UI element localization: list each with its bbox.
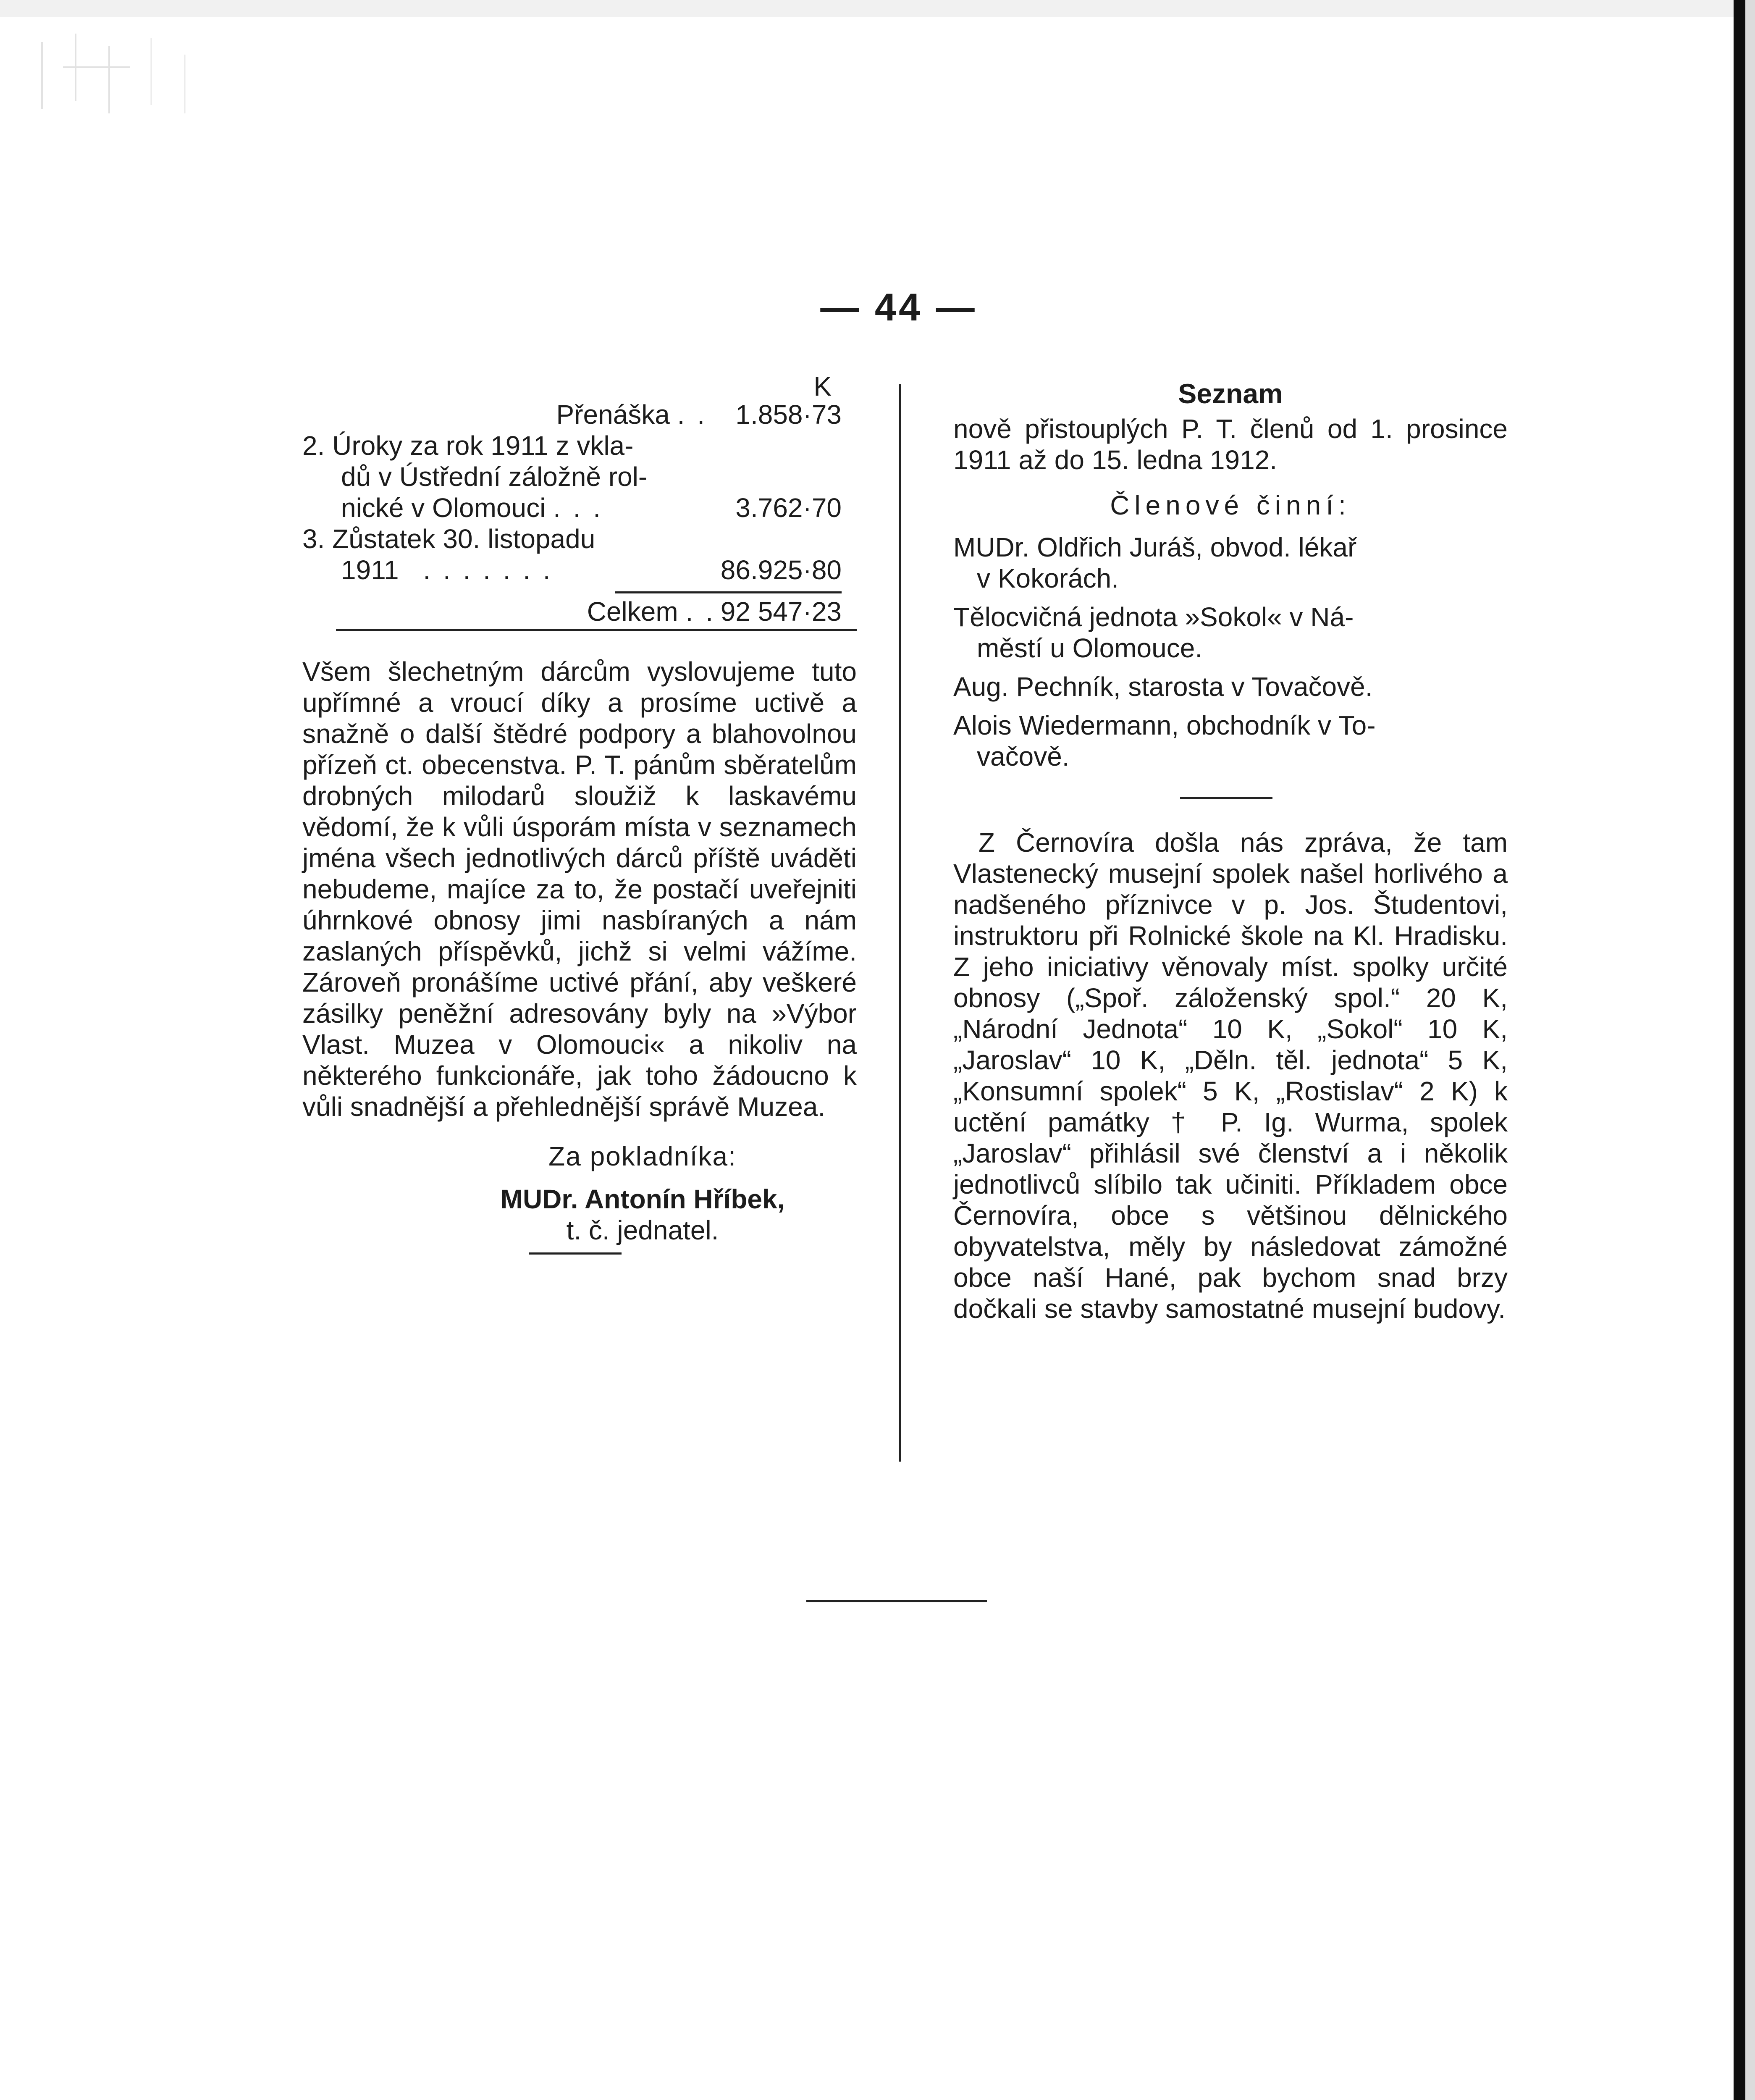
signature-name: MUDr. Antonín Hříbek, [500, 1184, 785, 1214]
ledger-row-label: 1911 [341, 555, 399, 585]
section-rule [1180, 797, 1272, 799]
member-entry-continuation: v Kokorách. [977, 563, 1119, 593]
page-number: — 44 — [820, 286, 977, 329]
ledger-row [302, 430, 857, 523]
member-entry-continuation: vačově. [977, 741, 1070, 772]
member-entry [953, 710, 1508, 772]
scan-binding-edge [1734, 0, 1745, 2100]
member-entry [953, 671, 1508, 702]
leader-dots: . . . . . . . [423, 555, 553, 585]
total-label: Celkem [587, 596, 678, 627]
member-entry-line: Alois Wiedermann, obchodník v To- [953, 710, 1376, 740]
signature-rule [529, 1252, 622, 1255]
scan-bleed-through [25, 17, 244, 118]
member-entry-line: Aug. Pechník, starosta v Tovačově. [953, 672, 1373, 702]
member-entry-line: Tělocvičná jednota »Sokol« v Ná- [953, 602, 1354, 632]
member-entry-continuation: městí u Olomouce. [977, 633, 1203, 663]
currency-header: K [813, 371, 832, 402]
ledger [302, 371, 857, 631]
signature-label: Za pokladníka: [548, 1141, 737, 1171]
ledger-row-label: nické v Olomouci [341, 493, 546, 523]
scan-top-edge [0, 0, 1755, 17]
ledger-row-value: 1.858·73 [735, 399, 842, 430]
total-rule [615, 591, 842, 593]
member-entry-line: MUDr. Oldřich Juráš, obvod. lékař [953, 532, 1357, 562]
signature-role: t. č. jednatel. [566, 1215, 719, 1245]
member-entry [953, 532, 1508, 594]
thanks-paragraph: Všem šlechetným dárcům vyslovujeme tuto upřímné a vroucí díky a prosíme uctivě a snažně o další štědré podpory a blahovolnou přízeň ct. obecenstva. P. T. pánům sběratelům drobných milodarů sloužiž k laskavému vědomí, že k vůli úsporám místa v seznamech jména všech jednotlivých dárců příště uváděti nebudeme, majíce za to, že postačí uveřejniti úhrnkové obnosy jimi nasbíraných a nám zaslaných příspěvků, jichž si velmi vážíme. Zároveň pronášíme uctivé přání, aby veškeré zásilky peněžní adresovány byly na »Výbor Vlast. Muzea v Olomouci« a nikoliv na některého funkcionáře, jak toho žádoucno k vůli snadnější a přehlednější správě Muzea. [302, 656, 857, 1122]
ledger-row-label: Přenáška [556, 399, 670, 430]
column-divider [899, 384, 901, 1462]
cernovir-paragraph: Z Černovíra došla nás zpráva, že tam Vlastenecký musejní spolek našel horlivého a nadšeného příznivce v p. Jos. Študentovi, instruktoru při Rolnické škole na Kl. Hradisku. Z jeho iniciativy věnovaly míst. spolky určité obnosy („Spoř. záloženský spol.“ 20 K, „Národní Jednota“ 10 K, „Sokol“ 10 K, „Jaroslav“ 10 K, „Děln. těl. jednota“ 5 K, „Konsumní spolek“ 5 K, „Rostislav“ 2 K) k uctění památky † P. Ig. Wurma, spolek „Jaroslav“ přihlásil své členství a i několik jednotlivců slíbilo tak učiniti. Příkladem obce Černovíra, obce s většinou dělnického obyvatelstva, měly by následovat zámožné obce naší Hané, pak bychom snad brzy dočkali se stavby samostatné musejní budovy. [953, 827, 1508, 1324]
ledger-row-label: 3. Zůstatek 30. listopadu [302, 524, 595, 554]
ledger-row-label: dů v Ústřední záložně rol- [341, 462, 648, 492]
leader-dots: . . [677, 399, 707, 430]
scan-right-margin [1745, 0, 1755, 2100]
right-column [953, 378, 1508, 1324]
seznam-title: Seznam [1178, 378, 1283, 409]
ledger-row-label: 2. Úroky za rok 1911 z vkla- [302, 430, 634, 461]
section-heading: Členové činní: [1110, 490, 1351, 520]
total-value: 92 547·23 [720, 596, 842, 627]
ledger-underline [336, 629, 857, 631]
ledger-row [302, 399, 857, 430]
ledger-row-value: 86.925·80 [720, 555, 842, 585]
ledger-row-value: 3.762·70 [735, 493, 842, 523]
ledger-row [302, 523, 857, 585]
seznam-subtitle: nově přistouplých P. T. členů od 1. prosince 1911 až do 15. ledna 1912. [953, 414, 1508, 475]
end-rule [806, 1600, 987, 1602]
ledger-total [302, 596, 857, 627]
member-entry [953, 601, 1508, 664]
left-column [302, 371, 857, 1255]
leader-dots: . . [685, 596, 716, 627]
leader-dots: . . . [553, 493, 603, 523]
